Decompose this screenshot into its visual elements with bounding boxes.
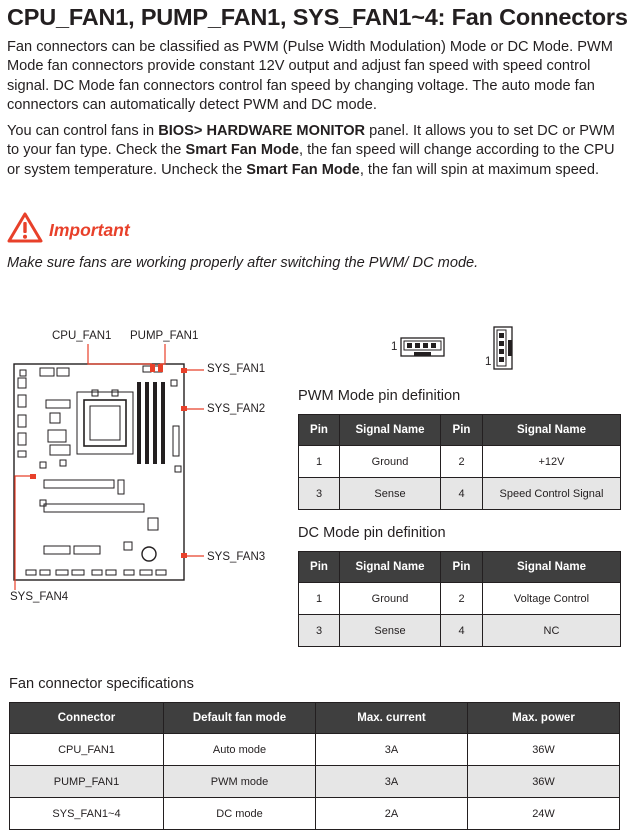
cpu-fan1-header (150, 364, 155, 372)
sys-fan1-label: SYS_FAN1 (207, 363, 266, 375)
intro-paragraph: Fan connectors can be classified as PWM (Pulse Width Modulation) Mode or DC Mode. PWM Mode fan connectors provide constant 12V output and adjust fan speed with speed control signal. DC Mode fan connectors control fan speed by changing voltage. The auto mode fan connectors can automatically detect PWM and DC mode. (7, 39, 613, 113)
fan-spec-table (9, 702, 620, 830)
important-label: Important (49, 219, 130, 240)
cpu-fan1-label: CPU_FAN1 (52, 330, 112, 342)
bios-menu-path: BIOS> HARDWARE MONITOR (158, 123, 366, 139)
spec-header-current: Max. current (316, 703, 468, 734)
spec-header-mode: Default fan mode (164, 703, 316, 734)
table-row: 3 Sense 4 Speed Control Signal (299, 478, 621, 510)
table-row: 3 Sense 4 NC (299, 615, 621, 647)
table-row: PUMP_FAN1 PWM mode 3A 36W (10, 766, 620, 798)
warning-icon (7, 211, 43, 243)
sys-fan3-label: SYS_FAN3 (207, 551, 266, 563)
smart-fan-mode-text: Smart Fan Mode (246, 161, 360, 178)
dc-header-pin: Pin (441, 552, 483, 583)
smart-fan-mode-text: Smart Fan Mode (185, 142, 299, 159)
vertical-fan-connector-icon (492, 326, 514, 370)
pwm-header-pin: Pin (441, 415, 483, 446)
important-heading (7, 211, 130, 243)
sys-fan4-label: SYS_FAN4 (10, 591, 69, 603)
table-row: 1 Ground 2 +12V (299, 446, 621, 478)
table-row: 1 Ground 2 Voltage Control (299, 583, 621, 615)
sys-fan2-label: SYS_FAN2 (207, 403, 266, 415)
page-title: CPU_FAN1, PUMP_FAN1, SYS_FAN1~4: Fan Connectors (7, 4, 628, 30)
pump-fan1-label: PUMP_FAN1 (130, 330, 199, 342)
pin1-label: 1 (485, 356, 492, 368)
spec-section-title: Fan connector specifications (9, 676, 194, 692)
sys-fan1-header (181, 368, 187, 373)
important-note: Make sure fans are working properly after switching the PWM/ DC mode. (7, 255, 479, 271)
dc-section-title: DC Mode pin definition (298, 525, 446, 541)
bios-paragraph: You can control fans in BIOS> HARDWARE MONITOR panel. It allows you to set DC or PWM to your fan type. Check the Smart Fan Mode, the fan speed will change according to the CPU or system temperature. Uncheck the Smart Fan Mode, the fan will spin at maximum speed. (7, 123, 615, 178)
dc-header-signal: Signal Name (340, 552, 441, 583)
pwm-header-signal: Signal Name (340, 415, 441, 446)
pwm-section-title: PWM Mode pin definition (298, 388, 461, 404)
dc-pin-table (298, 551, 621, 647)
dc-header-pin: Pin (299, 552, 340, 583)
table-row: CPU_FAN1 Auto mode 3A 36W (10, 734, 620, 766)
pin1-label: 1 (391, 341, 398, 353)
spec-header-power: Max. power (468, 703, 620, 734)
table-row: SYS_FAN1~4 DC mode 2A 24W (10, 798, 620, 830)
dc-header-signal: Signal Name (483, 552, 621, 583)
pwm-header-pin: Pin (299, 415, 340, 446)
horizontal-fan-connector-icon (400, 335, 446, 359)
sys-fan4-header (30, 474, 36, 479)
sys-fan2-header (181, 406, 187, 411)
pwm-header-signal: Signal Name (483, 415, 621, 446)
pump-fan1-header (158, 364, 163, 372)
spec-header-connector: Connector (10, 703, 164, 734)
pwm-pin-table (298, 414, 621, 510)
sys-fan3-header (181, 553, 187, 558)
